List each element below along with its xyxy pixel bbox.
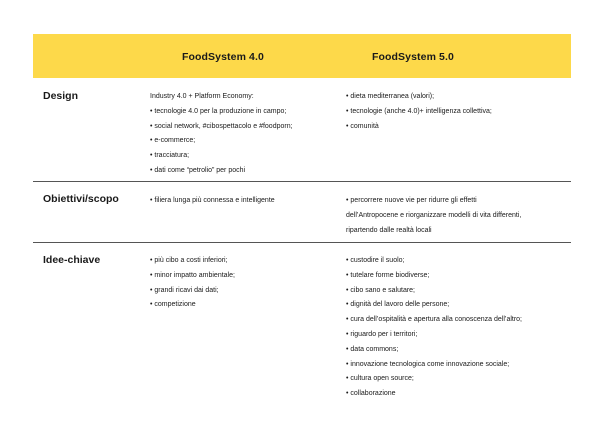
row-label-idee-chiave: Idee-chiave [43, 254, 101, 266]
idee-foodsystem-5-list [346, 254, 522, 402]
design-foodsystem-4-list [150, 90, 293, 179]
obiettivi-foodsystem-5-list [346, 194, 521, 238]
list-item: • cultura open source; [346, 372, 522, 387]
list-item: • social network, #cibospettacolo e #foodporn; [150, 120, 293, 135]
list-item: • tutelare forme biodiverse; [346, 269, 522, 284]
list-item: • dignità del lavoro delle persone; [346, 298, 522, 313]
idee-foodsystem-4-list [150, 254, 235, 313]
list-item: • percorrere nuove vie per ridurre gli effetti [346, 194, 521, 209]
list-item: • grandi ricavi dai dati; [150, 284, 235, 299]
obiettivi-foodsystem-4-list [150, 194, 275, 209]
list-item: • tracciatura; [150, 149, 293, 164]
column-header-foodsystem-5: FoodSystem 5.0 [372, 51, 454, 63]
list-item: • cura dell’ospitalità e apertura alla conoscenza dell’altro; [346, 313, 522, 328]
list-item: • e-commerce; [150, 134, 293, 149]
design-foodsystem-5-list [346, 90, 492, 134]
row-label-obiettivi-scopo: Obiettivi/scopo [43, 193, 119, 205]
list-item: • collaborazione [346, 387, 522, 402]
list-item: • filiera lunga più connessa e intelligente [150, 194, 275, 209]
list-item: dell’Antropocene e riorganizzare modelli di vita differenti, [346, 211, 522, 219]
list-item: • tecnologie 4.0 per la produzione in campo; [150, 105, 293, 120]
list-item: • più cibo a costi inferiori; [150, 254, 235, 269]
list-item: • competizione [150, 298, 235, 313]
list-item: • dati come “petrolio” per pochi [150, 164, 293, 179]
list-item: ripartendo dalle realtà locali [346, 226, 432, 234]
list-item: • dieta mediterranea (valori); [346, 90, 492, 105]
list-item: • tecnologie (anche 4.0)+ intelligenza collettiva; [346, 105, 492, 120]
list-item: • custodire il suolo; [346, 254, 522, 269]
row-divider [33, 181, 571, 182]
list-item: • cibo sano e salutare; [346, 284, 522, 299]
list-item: • minor impatto ambientale; [150, 269, 235, 284]
list-item: • comunità [346, 120, 492, 135]
row-label-design: Design [43, 90, 79, 102]
list-item: Industry 4.0 + Platform Economy: [150, 93, 254, 100]
list-item: • innovazione tecnologica come innovazione sociale; [346, 358, 522, 373]
row-divider [33, 242, 571, 243]
list-item: • riguardo per i territori; [346, 328, 522, 343]
column-header-foodsystem-4: FoodSystem 4.0 [182, 51, 264, 63]
list-item: • data commons; [346, 343, 522, 358]
table-header-band [33, 34, 571, 78]
